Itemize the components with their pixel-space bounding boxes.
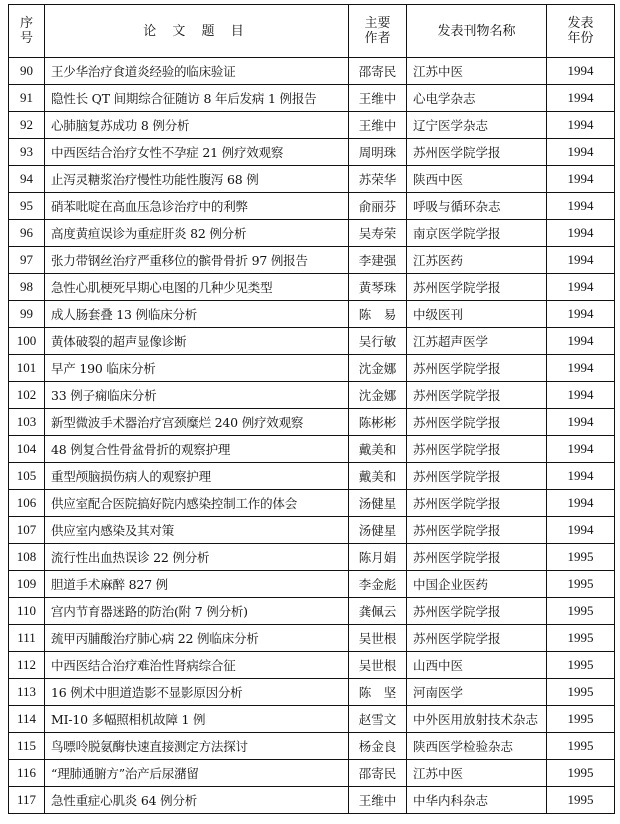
header-journal: 发表刊物名称 bbox=[407, 5, 547, 58]
row-number: 115 bbox=[9, 733, 45, 760]
row-title: 高度黄疸误诊为重症肝炎 82 例分析 bbox=[45, 220, 349, 247]
row-title: “理肺通腑方”治产后尿潴留 bbox=[45, 760, 349, 787]
row-author: 李金彪 bbox=[349, 571, 407, 598]
row-author: 沈金娜 bbox=[349, 355, 407, 382]
row-journal: 中外医用放射技术杂志 bbox=[407, 706, 547, 733]
row-author: 汤健星 bbox=[349, 490, 407, 517]
row-title: 重型颅脑损伤病人的观察护理 bbox=[45, 463, 349, 490]
row-year: 1995 bbox=[547, 625, 615, 652]
table-row bbox=[9, 58, 615, 85]
row-number: 106 bbox=[9, 490, 45, 517]
row-number: 107 bbox=[9, 517, 45, 544]
row-title: 张力带钢丝治疗严重移位的髌骨骨折 97 例报告 bbox=[45, 247, 349, 274]
header-year-line1: 发表 bbox=[567, 16, 594, 31]
table-row bbox=[9, 490, 615, 517]
row-year: 1995 bbox=[547, 706, 615, 733]
table-header-row bbox=[9, 5, 615, 58]
row-title: 鸟嘌呤脱氨酶快速直接测定方法探讨 bbox=[45, 733, 349, 760]
row-title: 供应室配合医院搞好院内感染控制工作的体会 bbox=[45, 490, 349, 517]
row-author: 沈金娜 bbox=[349, 382, 407, 409]
table-row bbox=[9, 517, 615, 544]
header-number-line1: 序 bbox=[19, 16, 33, 31]
row-year: 1995 bbox=[547, 544, 615, 571]
row-number: 104 bbox=[9, 436, 45, 463]
row-journal: 苏州医学院学报 bbox=[407, 139, 547, 166]
row-author: 吴世根 bbox=[349, 652, 407, 679]
row-number: 116 bbox=[9, 760, 45, 787]
row-title: 急性心肌梗死早期心电图的几种少见类型 bbox=[45, 274, 349, 301]
table-row bbox=[9, 247, 615, 274]
row-number: 98 bbox=[9, 274, 45, 301]
table-row bbox=[9, 463, 615, 490]
header-number bbox=[9, 5, 45, 58]
header-year bbox=[547, 5, 615, 58]
row-number: 99 bbox=[9, 301, 45, 328]
row-year: 1995 bbox=[547, 652, 615, 679]
row-number: 109 bbox=[9, 571, 45, 598]
row-number: 96 bbox=[9, 220, 45, 247]
row-year: 1994 bbox=[547, 247, 615, 274]
row-journal: 苏州医学院学报 bbox=[407, 355, 547, 382]
table-row bbox=[9, 220, 615, 247]
row-year: 1995 bbox=[547, 598, 615, 625]
row-journal: 陕西医学检验杂志 bbox=[407, 733, 547, 760]
row-title: 早产 190 临床分析 bbox=[45, 355, 349, 382]
row-number: 100 bbox=[9, 328, 45, 355]
table-row bbox=[9, 112, 615, 139]
row-author: 王维中 bbox=[349, 112, 407, 139]
row-journal: 苏州医学院学报 bbox=[407, 382, 547, 409]
row-number: 112 bbox=[9, 652, 45, 679]
header-author-line1: 主要 bbox=[364, 16, 391, 31]
row-journal: 苏州医学院学报 bbox=[407, 409, 547, 436]
row-journal: 苏州医学院学报 bbox=[407, 463, 547, 490]
row-journal: 苏州医学院学报 bbox=[407, 517, 547, 544]
row-number: 110 bbox=[9, 598, 45, 625]
row-number: 90 bbox=[9, 58, 45, 85]
row-year: 1994 bbox=[547, 220, 615, 247]
row-author: 陈彬彬 bbox=[349, 409, 407, 436]
row-number: 102 bbox=[9, 382, 45, 409]
row-year: 1994 bbox=[547, 328, 615, 355]
table-row bbox=[9, 193, 615, 220]
row-title: 王少华治疗食道炎经验的临床验证 bbox=[45, 58, 349, 85]
row-year: 1994 bbox=[547, 139, 615, 166]
table-row bbox=[9, 382, 615, 409]
row-journal: 心电学杂志 bbox=[407, 85, 547, 112]
row-journal: 苏州医学院学报 bbox=[407, 490, 547, 517]
row-journal: 辽宁医学杂志 bbox=[407, 112, 547, 139]
row-author: 龚佩云 bbox=[349, 598, 407, 625]
row-author: 苏荣华 bbox=[349, 166, 407, 193]
table-row bbox=[9, 679, 615, 706]
table-row bbox=[9, 166, 615, 193]
row-journal: 苏州医学院学报 bbox=[407, 625, 547, 652]
table-row bbox=[9, 355, 615, 382]
row-year: 1994 bbox=[547, 436, 615, 463]
header-title-text: 论 文 题 目 bbox=[143, 23, 250, 39]
table-row bbox=[9, 139, 615, 166]
row-number: 117 bbox=[9, 787, 45, 814]
row-title: 33 例子痫临床分析 bbox=[45, 382, 349, 409]
row-author: 陈 坚 bbox=[349, 679, 407, 706]
row-title: 急性重症心肌炎 64 例分析 bbox=[45, 787, 349, 814]
row-year: 1994 bbox=[547, 85, 615, 112]
row-title: 胆道手术麻醉 827 例 bbox=[45, 571, 349, 598]
row-author: 戴美和 bbox=[349, 436, 407, 463]
row-author: 吴世根 bbox=[349, 625, 407, 652]
table-row bbox=[9, 652, 615, 679]
row-title: 隐性长 QT 间期综合征随访 8 年后发病 1 例报告 bbox=[45, 85, 349, 112]
row-author: 王维中 bbox=[349, 787, 407, 814]
row-number: 111 bbox=[9, 625, 45, 652]
row-number: 93 bbox=[9, 139, 45, 166]
row-author: 俞丽芬 bbox=[349, 193, 407, 220]
table-row bbox=[9, 409, 615, 436]
row-title: 心肺脑复苏成功 8 例分析 bbox=[45, 112, 349, 139]
row-number: 97 bbox=[9, 247, 45, 274]
row-author: 陈月娟 bbox=[349, 544, 407, 571]
row-number: 94 bbox=[9, 166, 45, 193]
row-journal: 中级医刊 bbox=[407, 301, 547, 328]
row-year: 1994 bbox=[547, 490, 615, 517]
row-year: 1994 bbox=[547, 517, 615, 544]
row-title: 硝苯吡啶在高血压急诊治疗中的利弊 bbox=[45, 193, 349, 220]
row-journal: 江苏中医 bbox=[407, 58, 547, 85]
row-journal: 苏州医学院学报 bbox=[407, 598, 547, 625]
table-row bbox=[9, 274, 615, 301]
row-journal: 江苏中医 bbox=[407, 760, 547, 787]
row-year: 1995 bbox=[547, 571, 615, 598]
row-title: 新型微波手术器治疗宫颈糜烂 240 例疗效观察 bbox=[45, 409, 349, 436]
row-year: 1994 bbox=[547, 112, 615, 139]
row-year: 1994 bbox=[547, 409, 615, 436]
row-journal: 山西中医 bbox=[407, 652, 547, 679]
header-year-line2: 年份 bbox=[567, 31, 594, 46]
row-author: 邵寄民 bbox=[349, 760, 407, 787]
row-title: 黄体破裂的超声显像诊断 bbox=[45, 328, 349, 355]
row-year: 1994 bbox=[547, 382, 615, 409]
row-journal: 苏州医学院学报 bbox=[407, 436, 547, 463]
row-title: 巯甲丙脯酸治疗肺心病 22 例临床分析 bbox=[45, 625, 349, 652]
row-journal: 苏州医学院学报 bbox=[407, 544, 547, 571]
row-year: 1994 bbox=[547, 166, 615, 193]
row-title: 供应室内感染及其对策 bbox=[45, 517, 349, 544]
table-row bbox=[9, 733, 615, 760]
table-row bbox=[9, 301, 615, 328]
row-title: 中西医结合治疗难治性肾病综合征 bbox=[45, 652, 349, 679]
row-author: 赵雪文 bbox=[349, 706, 407, 733]
row-journal: 河南医学 bbox=[407, 679, 547, 706]
header-author bbox=[349, 5, 407, 58]
row-year: 1994 bbox=[547, 193, 615, 220]
row-title: 流行性出血热误诊 22 例分析 bbox=[45, 544, 349, 571]
row-year: 1995 bbox=[547, 679, 615, 706]
row-title: 48 例复合性骨盆骨折的观察护理 bbox=[45, 436, 349, 463]
row-journal: 呼吸与循环杂志 bbox=[407, 193, 547, 220]
row-title: MI-10 多幅照相机故障 1 例 bbox=[45, 706, 349, 733]
row-year: 1994 bbox=[547, 355, 615, 382]
row-title: 宫内节育器迷路的防治(附 7 例分析) bbox=[45, 598, 349, 625]
table-row bbox=[9, 625, 615, 652]
row-number: 95 bbox=[9, 193, 45, 220]
row-year: 1994 bbox=[547, 301, 615, 328]
row-journal: 苏州医学院学报 bbox=[407, 274, 547, 301]
table-row bbox=[9, 571, 615, 598]
row-author: 吴寿荣 bbox=[349, 220, 407, 247]
header-number-line2: 号 bbox=[19, 31, 33, 46]
table-row bbox=[9, 760, 615, 787]
publication-table bbox=[8, 4, 615, 814]
row-number: 92 bbox=[9, 112, 45, 139]
row-author: 汤健星 bbox=[349, 517, 407, 544]
row-journal: 江苏医药 bbox=[407, 247, 547, 274]
row-author: 戴美和 bbox=[349, 463, 407, 490]
header-author-line2: 作者 bbox=[364, 31, 391, 46]
row-year: 1995 bbox=[547, 760, 615, 787]
table-row bbox=[9, 85, 615, 112]
row-title: 成人肠套叠 13 例临床分析 bbox=[45, 301, 349, 328]
row-number: 103 bbox=[9, 409, 45, 436]
row-number: 108 bbox=[9, 544, 45, 571]
row-number: 91 bbox=[9, 85, 45, 112]
row-author: 陈 易 bbox=[349, 301, 407, 328]
row-author: 邵寄民 bbox=[349, 58, 407, 85]
row-journal: 中华内科杂志 bbox=[407, 787, 547, 814]
table-row bbox=[9, 544, 615, 571]
table-body bbox=[9, 58, 615, 814]
row-title: 16 例术中胆道造影不显影原因分析 bbox=[45, 679, 349, 706]
row-title: 止泻灵糖浆治疗慢性功能性腹泻 68 例 bbox=[45, 166, 349, 193]
row-number: 101 bbox=[9, 355, 45, 382]
row-year: 1994 bbox=[547, 274, 615, 301]
row-journal: 中国企业医药 bbox=[407, 571, 547, 598]
row-title: 中西医结合治疗女性不孕症 21 例疗效观察 bbox=[45, 139, 349, 166]
table-row bbox=[9, 598, 615, 625]
table-row bbox=[9, 706, 615, 733]
table-row bbox=[9, 436, 615, 463]
row-number: 105 bbox=[9, 463, 45, 490]
row-author: 周明珠 bbox=[349, 139, 407, 166]
row-year: 1994 bbox=[547, 463, 615, 490]
row-year: 1995 bbox=[547, 787, 615, 814]
row-author: 黄琴珠 bbox=[349, 274, 407, 301]
row-year: 1994 bbox=[547, 58, 615, 85]
table-row bbox=[9, 787, 615, 814]
row-author: 杨金良 bbox=[349, 733, 407, 760]
row-author: 李建强 bbox=[349, 247, 407, 274]
row-journal: 陕西中医 bbox=[407, 166, 547, 193]
row-year: 1995 bbox=[547, 733, 615, 760]
row-number: 113 bbox=[9, 679, 45, 706]
table-row bbox=[9, 328, 615, 355]
row-author: 吴行敏 bbox=[349, 328, 407, 355]
row-number: 114 bbox=[9, 706, 45, 733]
row-author: 王维中 bbox=[349, 85, 407, 112]
row-journal: 南京医学院学报 bbox=[407, 220, 547, 247]
row-journal: 江苏超声医学 bbox=[407, 328, 547, 355]
header-title bbox=[45, 5, 349, 58]
